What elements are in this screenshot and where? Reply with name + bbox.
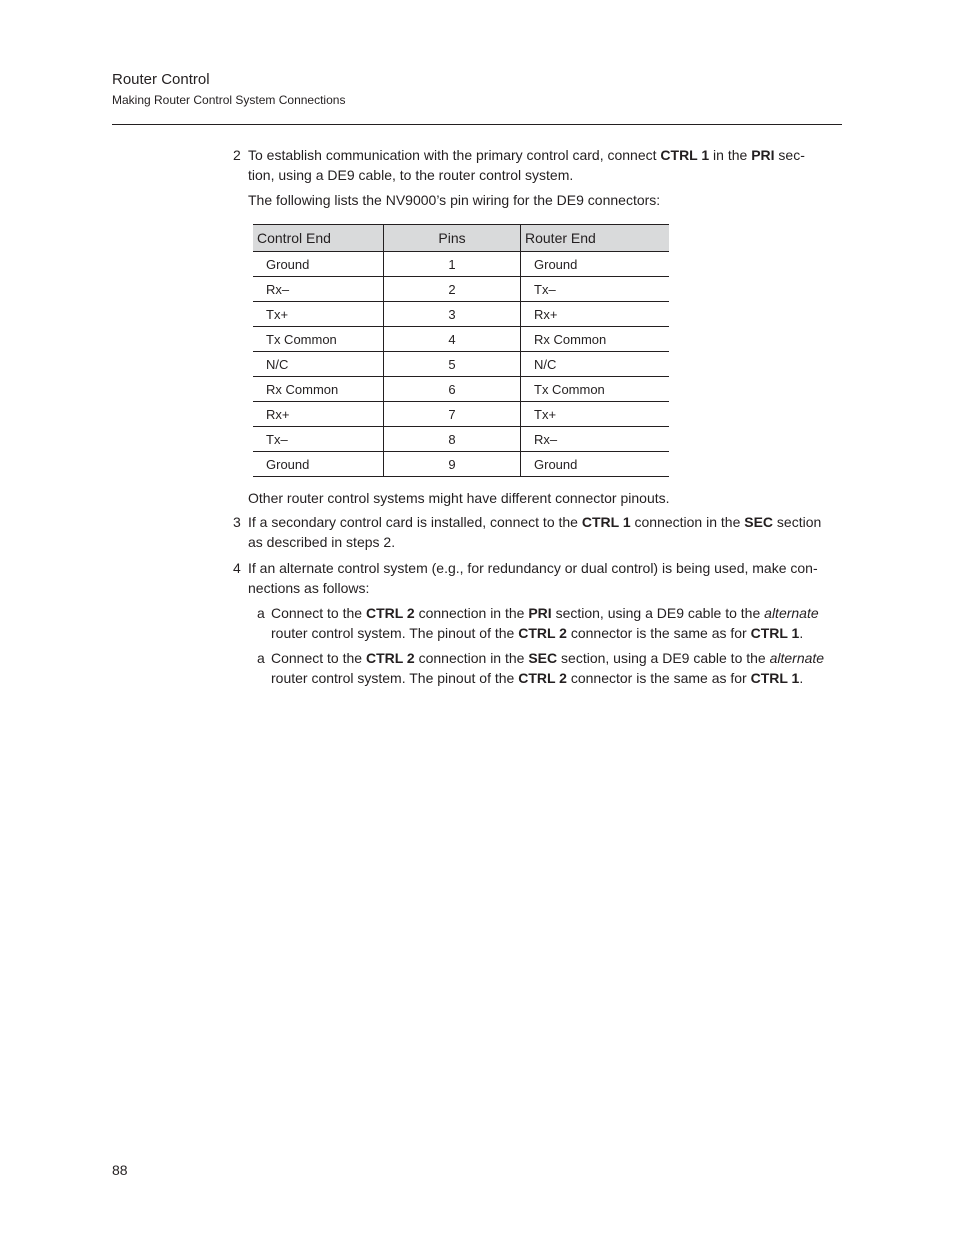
table-intro: The following lists the NV9000’s pin wiring for the DE9 connectors:: [248, 192, 661, 208]
text-run: connection in the: [414, 650, 529, 666]
table-row: [253, 327, 669, 352]
control-end-cell: Tx Common: [253, 327, 384, 352]
router-end-cell: Tx–: [521, 277, 670, 302]
control-end-cell: N/C: [253, 352, 384, 377]
router-end-cell: N/C: [521, 352, 670, 377]
pin-wiring-table: [253, 224, 669, 477]
page-number: 88: [112, 1162, 128, 1178]
pin-cell: 3: [384, 302, 521, 327]
text-run: section, using a DE9 cable to the: [551, 605, 765, 621]
control-end-cell: Rx–: [253, 277, 384, 302]
table-row: [253, 377, 669, 402]
text-run: section: [773, 514, 822, 530]
pin-cell: 1: [384, 252, 521, 277]
bold-pri: PRI: [751, 147, 775, 163]
substep-letter: a: [257, 650, 265, 666]
bold-ctrl1: CTRL 1: [750, 625, 800, 641]
step-3-text: [248, 512, 848, 552]
running-header-title: Router Control: [112, 71, 210, 88]
column-header-router-end: Router End: [521, 225, 670, 252]
control-end-cell: Tx+: [253, 302, 384, 327]
bold-ctrl1: CTRL 1: [750, 670, 800, 686]
text-run: Connect to the: [271, 605, 366, 621]
pin-cell: 9: [384, 452, 521, 477]
pin-cell: 5: [384, 352, 521, 377]
step-3-number: 3: [233, 514, 241, 530]
router-end-cell: Rx Common: [521, 327, 670, 352]
italic-alternate: alternate: [764, 605, 819, 621]
pin-cell: 7: [384, 402, 521, 427]
pin-cell: 2: [384, 277, 521, 302]
control-end-cell: Rx+: [253, 402, 384, 427]
text-run: router control system. The pinout of the: [271, 625, 519, 641]
table-row: [253, 452, 669, 477]
text-run: .: [799, 625, 804, 641]
text-run: nections as follows:: [248, 580, 370, 596]
step-4-number: 4: [233, 560, 241, 576]
bold-sec: SEC: [528, 650, 558, 666]
text-run: Connect to the: [271, 650, 366, 666]
text-run: If an alternate control system (e.g., for redundancy or dual control) is being used, make con-: [248, 560, 818, 576]
step-4-text: [248, 558, 848, 598]
bold-ctrl1: CTRL 1: [581, 514, 631, 530]
table-row: [253, 252, 669, 277]
text-run: router control system. The pinout of the: [271, 670, 519, 686]
router-end-cell: Rx–: [521, 427, 670, 452]
text-run: tion, using a DE9 cable, to the router control system.: [248, 167, 574, 183]
table-row: [253, 277, 669, 302]
pin-cell: 4: [384, 327, 521, 352]
column-header-pins: Pins: [384, 225, 521, 252]
text-run: section, using a DE9 cable to the: [557, 650, 770, 666]
table-row: [253, 427, 669, 452]
header-divider: [112, 124, 842, 125]
router-end-cell: Rx+: [521, 302, 670, 327]
control-end-cell: Tx–: [253, 427, 384, 452]
table-row: [253, 302, 669, 327]
step-2-text: [248, 145, 848, 185]
bold-pri: PRI: [528, 605, 552, 621]
pin-cell: 8: [384, 427, 521, 452]
router-end-cell: Tx Common: [521, 377, 670, 402]
table-header-row: [253, 225, 669, 252]
router-end-cell: Tx+: [521, 402, 670, 427]
bold-sec: SEC: [744, 514, 774, 530]
control-end-cell: Ground: [253, 452, 384, 477]
text-run: sec-: [774, 147, 805, 163]
step-2-number: 2: [233, 147, 241, 163]
pinout-note: Other router control systems might have different connector pinouts.: [248, 490, 670, 506]
pin-cell: 6: [384, 377, 521, 402]
text-run: in the: [709, 147, 752, 163]
substep-pri-text: [271, 603, 851, 643]
table-row: [253, 402, 669, 427]
text-run: If a secondary control card is installed, connect to the: [248, 514, 582, 530]
column-header-control-end: Control End: [253, 225, 384, 252]
router-end-cell: Ground: [521, 452, 670, 477]
italic-alternate: alternate: [769, 650, 825, 666]
text-run: as described in steps 2.: [248, 534, 396, 550]
bold-ctrl2: CTRL 2: [365, 650, 415, 666]
control-end-cell: Rx Common: [253, 377, 384, 402]
bold-ctrl2: CTRL 2: [518, 625, 567, 641]
running-header-subtitle: Making Router Control System Connections: [112, 93, 346, 107]
substep-letter: a: [257, 605, 265, 621]
substep-sec-text: [271, 648, 851, 688]
text-run: connector is the same as for: [566, 670, 751, 686]
text-run: .: [799, 670, 804, 686]
text-run: connection in the: [630, 514, 745, 530]
router-end-cell: Ground: [521, 252, 670, 277]
text-run: connection in the: [414, 605, 529, 621]
text-run: connector is the same as for: [566, 625, 751, 641]
control-end-cell: Ground: [253, 252, 384, 277]
bold-ctrl1: CTRL 1: [660, 147, 710, 163]
table-row: [253, 352, 669, 377]
text-run: To establish communication with the primary control card, connect: [248, 147, 661, 163]
bold-ctrl2: CTRL 2: [365, 605, 415, 621]
bold-ctrl2: CTRL 2: [518, 670, 567, 686]
